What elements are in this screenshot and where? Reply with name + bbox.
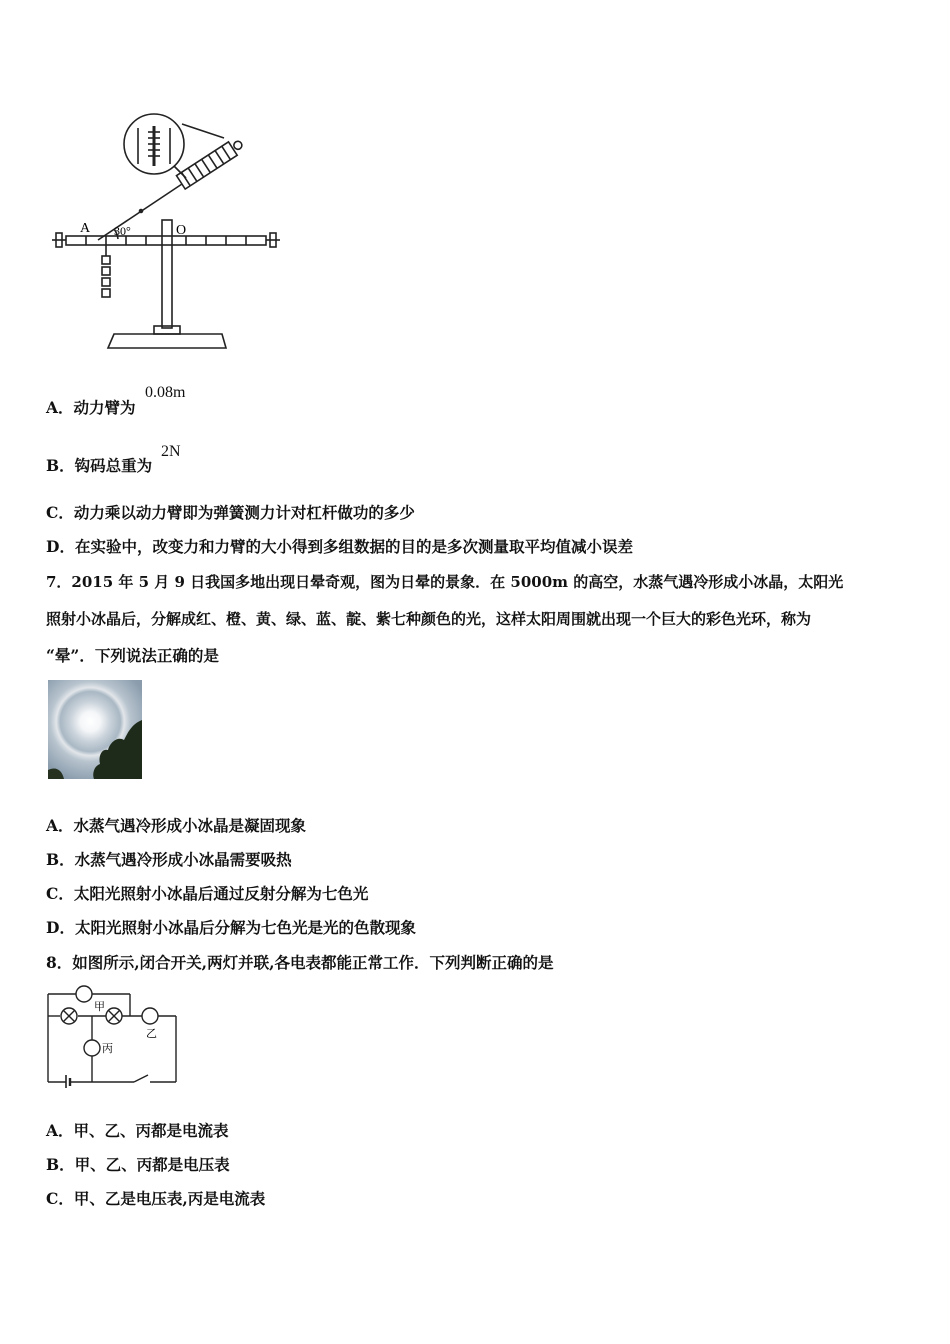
meter-bing-label: 丙: [102, 1042, 113, 1055]
point-a-label: A: [80, 221, 91, 236]
meter-jia-label: 甲: [94, 1000, 105, 1013]
q7-stem-line1: 7．2015 年 5 月 9 日我国多地出现日晕奇观，图为日晕的景象．在 5000m 的高空，水蒸气遇冷形成小冰晶，太阳光: [46, 573, 844, 591]
q8-option-a: A．甲、乙、丙都是电流表: [46, 1121, 229, 1140]
angle-label: 30°: [114, 224, 131, 238]
q8-option-b: B．甲、乙、丙都是电压表: [46, 1155, 230, 1174]
point-o-label: O: [176, 223, 187, 238]
q6-option-d: D．在实验中，改变力和力臂的大小得到多组数据的目的是多次测量取平均值减小误差: [46, 537, 633, 556]
q6-option-b-formula: 2N: [161, 443, 181, 460]
q7-option-c: C．太阳光照射小冰晶后通过反射分解为七色光: [46, 884, 369, 903]
q7-stem-line2: 照射小冰晶后，分解成红、橙、黄、绿、蓝、靛、紫七种颜色的光，这样太阳周围就出现一个巨大的彩色光环，称为: [46, 610, 812, 628]
q7-option-a: A．水蒸气遇冷形成小冰晶是凝固现象: [46, 816, 307, 835]
q7-option-b: B．水蒸气遇冷形成小冰晶需要吸热: [46, 850, 292, 869]
q6-option-b: B．钩码总重为: [46, 456, 153, 475]
q8-stem: 8．如图所示,闭合开关,两灯并联,各电表都能正常工作．下列判断正确的是: [46, 953, 554, 972]
lever-experiment-figure: [46, 108, 286, 358]
circuit-diagram: [44, 982, 184, 1088]
q6-option-a: A．动力臂为: [46, 398, 136, 417]
q8-option-c: C．甲、乙是电压表,丙是电流表: [46, 1189, 266, 1208]
sun-halo-photo: [48, 680, 142, 779]
meter-yi-label: 乙: [146, 1027, 157, 1040]
q6-option-a-formula: 0.08m: [145, 384, 186, 401]
tree-silhouette: [48, 680, 142, 779]
q7-stem-line3: “晕”．下列说法正确的是: [46, 646, 219, 665]
q6-option-c: C．动力乘以动力臂即为弹簧测力计对杠杆做功的多少: [46, 503, 415, 522]
q7-option-d: D．太阳光照射小冰晶后分解为七色光是光的色散现象: [46, 918, 416, 937]
